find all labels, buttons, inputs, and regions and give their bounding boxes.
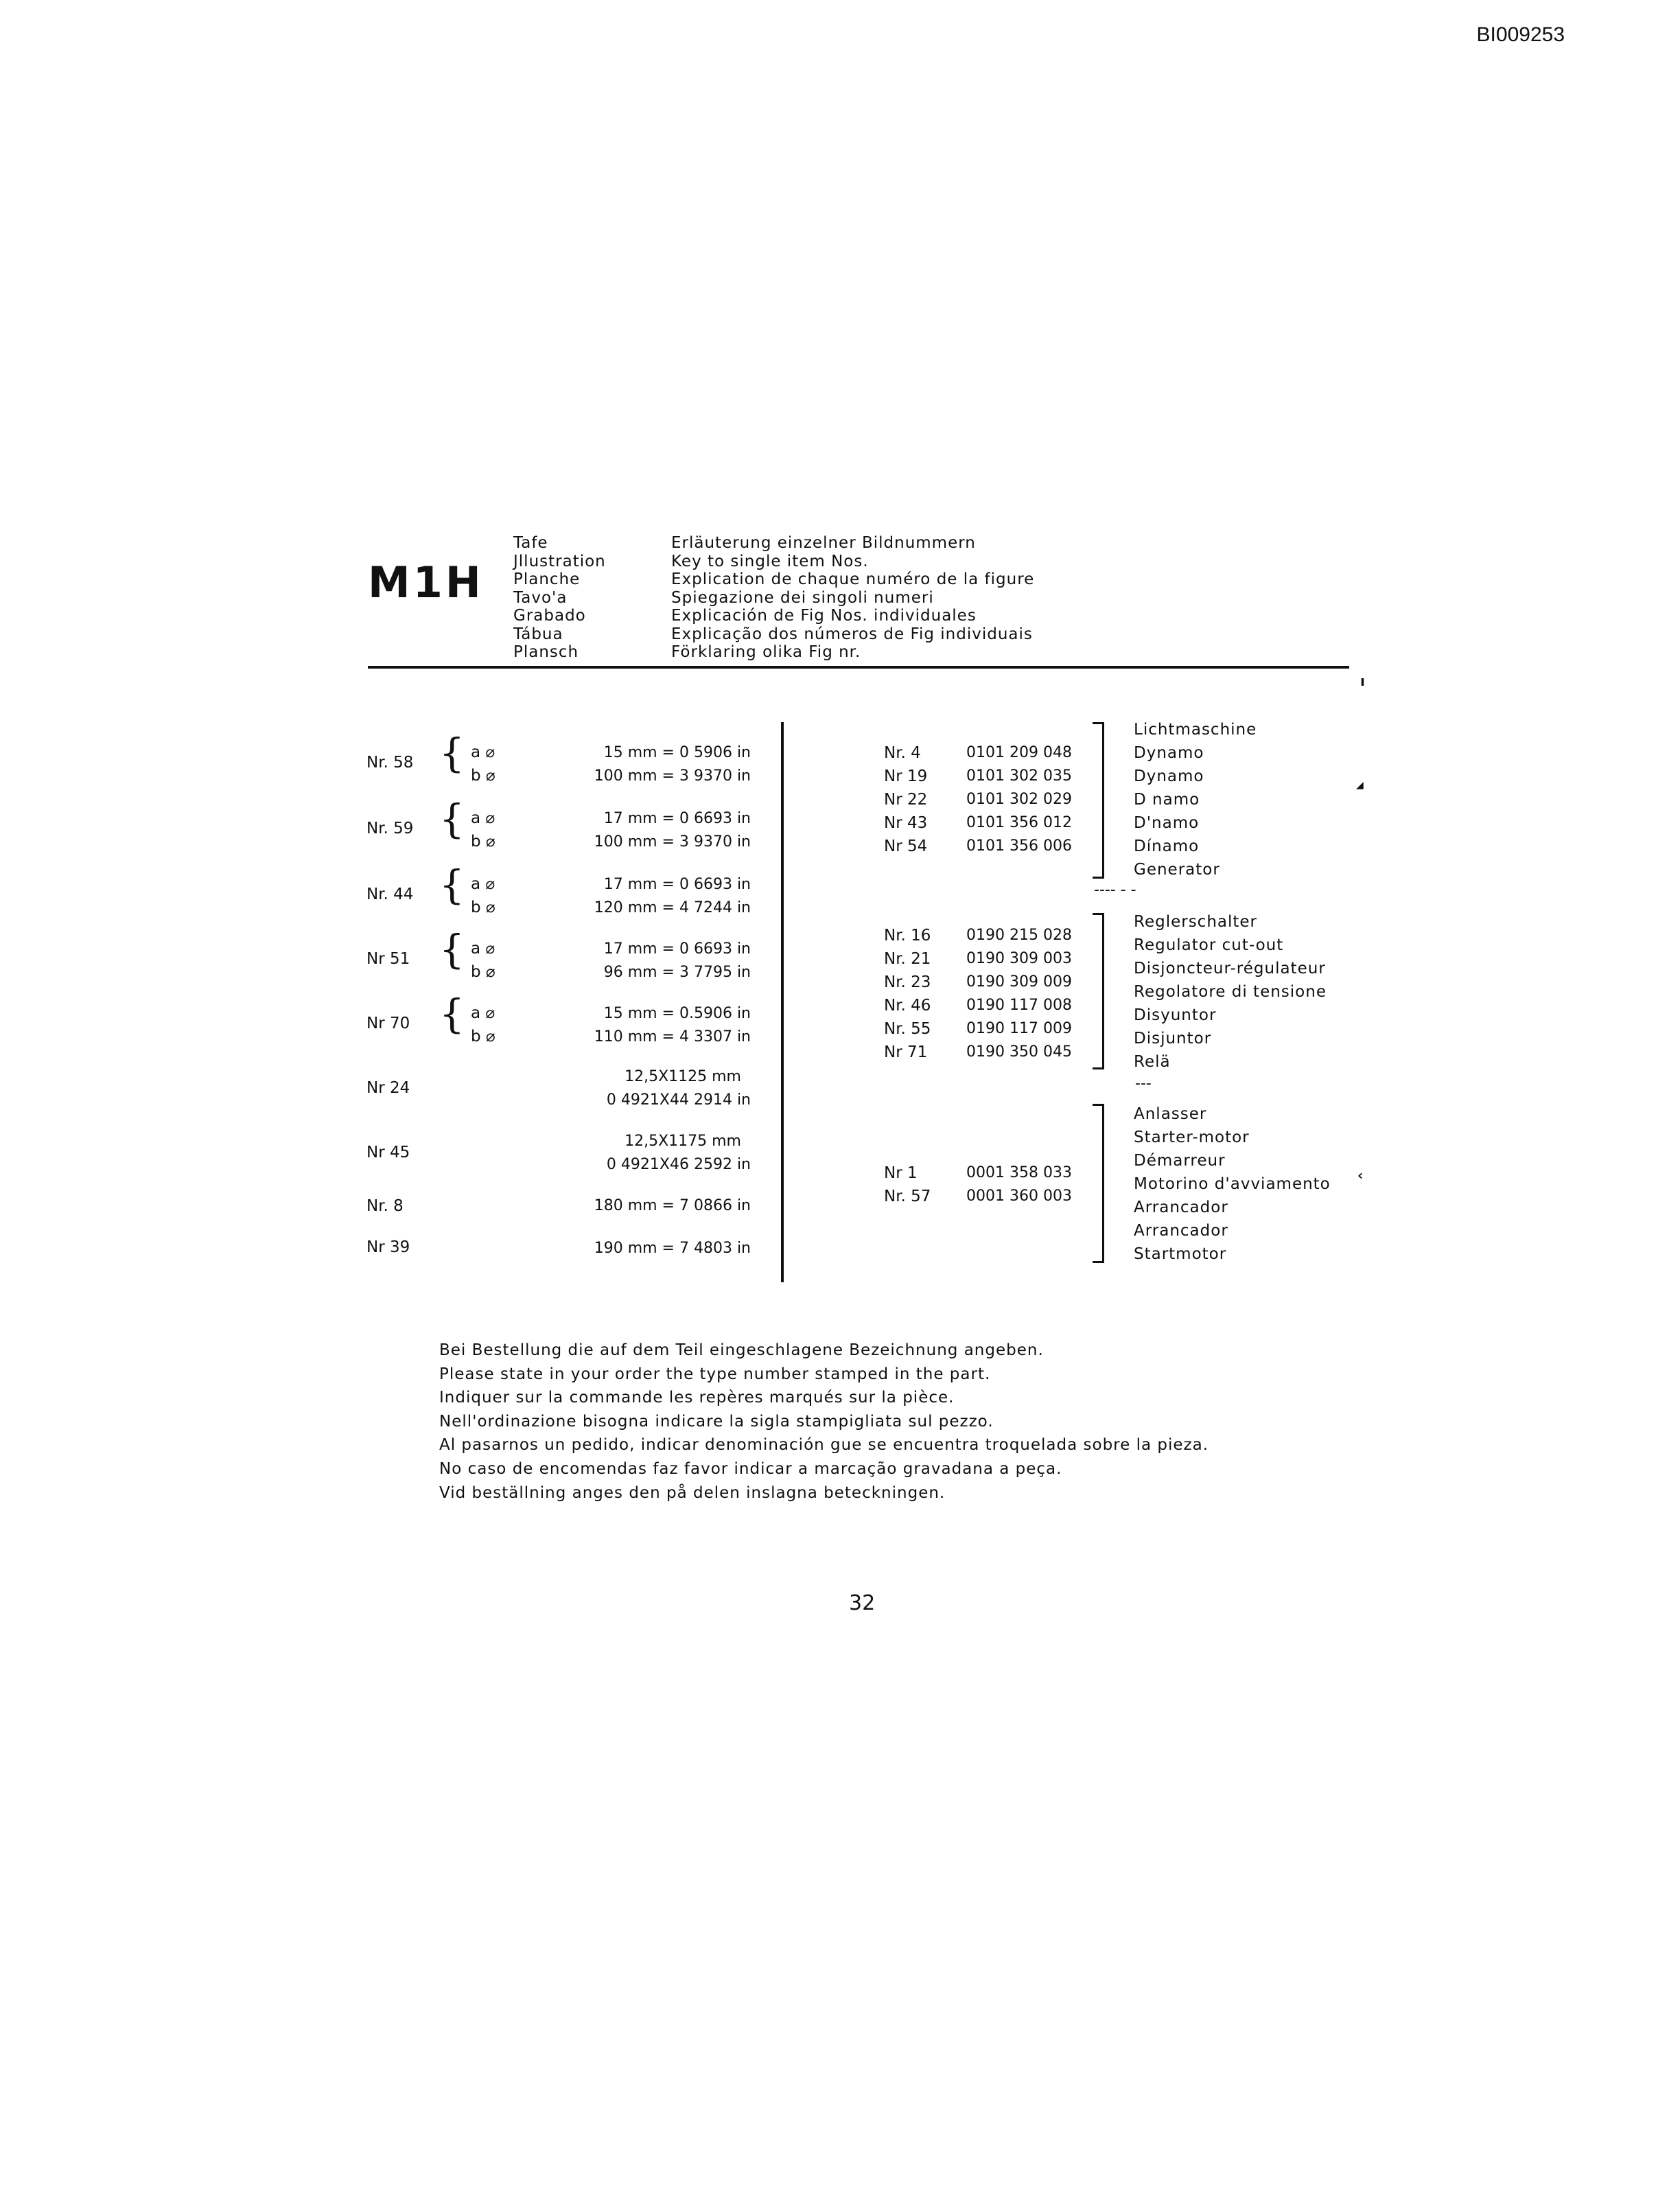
dimension-line1: 12,5X1175 mm: [625, 1133, 741, 1150]
instruction-line: Al pasarnos un pedido, indicar denominación gue se encuentra troquelada sobre la pieza.: [439, 1436, 1209, 1455]
dimension-line2: 0 4921X44 2914 in: [606, 1091, 751, 1109]
part-name: Lichtmaschine: [1134, 721, 1257, 739]
sub-b: b ⌀: [471, 899, 495, 916]
part-name: Disjuntor: [1134, 1030, 1212, 1048]
part-nr: Nr. 55: [884, 1020, 931, 1038]
part-number: 0101 209 048: [966, 744, 1072, 761]
header-label: Tafe: [513, 534, 548, 552]
part-number: 0001 358 033: [966, 1164, 1072, 1181]
part-name: Dynamo: [1134, 767, 1204, 785]
header-description: Explicación de Fig Nos. individuales: [671, 607, 977, 625]
part-number: 0190 309 003: [966, 950, 1072, 967]
part-name: Regolatore di tensione: [1134, 983, 1327, 1001]
separator: ---: [1135, 1075, 1152, 1092]
sub-b: b ⌀: [471, 833, 495, 850]
sub-b: b ⌀: [471, 767, 495, 785]
part-number: 0001 360 003: [966, 1188, 1072, 1205]
dimension-nr: Nr 39: [366, 1238, 410, 1256]
part-nr: Nr 1: [884, 1164, 918, 1182]
part-number: 0101 302 035: [966, 767, 1072, 785]
header-description: Förklaring olika Fig nr.: [671, 643, 861, 661]
instruction-line: Nell'ordinazione bisogna indicare la sigla stampigliata sul pezzo.: [439, 1412, 994, 1431]
header-label: Grabado: [513, 607, 586, 625]
measure-b-value: 120 mm = 4 7244 in: [594, 899, 751, 916]
part-number: 0190 215 028: [966, 927, 1072, 944]
measure-b-value: 96 mm = 3 7795 in: [603, 964, 751, 981]
part-nr: Nr. 23: [884, 973, 931, 991]
column-divider: [781, 722, 784, 1282]
header-description: Key to single item Nos.: [671, 552, 869, 570]
part-number: 0101 356 012: [966, 814, 1072, 831]
page-number: 32: [849, 1591, 876, 1615]
header-labels: [513, 534, 606, 662]
part-name: Relä: [1134, 1053, 1171, 1071]
dimension-line1: 190 mm = 7 4803 in: [594, 1240, 751, 1257]
part-number: 0190 350 045: [966, 1043, 1072, 1061]
measure-nr: Nr. 58: [366, 754, 414, 772]
left-brace: {: [439, 991, 465, 1037]
instruction-line: Bei Bestellung die auf dem Teil eingeschlagene Bezeichnung angeben.: [439, 1341, 1044, 1359]
measure-a-value: 17 mm = 0 6693 in: [603, 940, 751, 958]
part-name: D'namo: [1134, 814, 1200, 832]
header-label: Tábua: [513, 625, 563, 643]
sub-a: a ⌀: [471, 1004, 495, 1022]
header-rule: [368, 666, 1349, 669]
sub-b: b ⌀: [471, 1028, 495, 1045]
part-name: Generator: [1134, 861, 1220, 879]
part-number: 0190 117 008: [966, 997, 1072, 1014]
dimension-nr: Nr 24: [366, 1079, 410, 1097]
part-nr: Nr 22: [884, 791, 928, 809]
dimension-nr: Nr. 8: [366, 1197, 404, 1215]
part-nr: Nr. 46: [884, 997, 931, 1015]
dimension-line1: 180 mm = 7 0866 in: [594, 1197, 751, 1214]
measure-a-value: 17 mm = 0 6693 in: [603, 810, 751, 827]
dimension-line1: 12,5X1125 mm: [625, 1068, 741, 1085]
sub-a: a ⌀: [471, 743, 495, 761]
dimension-line2: 0 4921X46 2592 in: [606, 1156, 751, 1173]
part-number: 0190 117 009: [966, 1020, 1072, 1037]
part-number: 0101 302 029: [966, 791, 1072, 808]
left-brace: {: [439, 926, 465, 973]
measure-b-value: 110 mm = 4 3307 in: [594, 1028, 751, 1045]
left-brace: {: [439, 730, 465, 776]
header-descriptions: [671, 534, 1034, 662]
part-nr: Nr 19: [884, 767, 928, 785]
part-name: Starter-motor: [1134, 1129, 1250, 1146]
part-name: Motorino d'avviamento: [1134, 1175, 1331, 1193]
group-bracket: [1093, 913, 1104, 1069]
instruction-line: Indiquer sur la commande les repères marqués sur la pièce.: [439, 1389, 955, 1407]
measure-a-value: 15 mm = 0 5906 in: [603, 744, 751, 761]
part-nr: Nr 71: [884, 1043, 928, 1061]
part-number: 0190 309 009: [966, 973, 1072, 991]
part-name: Dínamo: [1134, 837, 1200, 855]
part-name: D namo: [1134, 791, 1200, 809]
document-id: BI009253: [1476, 23, 1565, 46]
part-nr: Nr 43: [884, 814, 928, 832]
measure-b-value: 100 mm = 3 9370 in: [594, 767, 751, 785]
instruction-line: No caso de encomendas faz favor indicar a marcação gravadana a peça.: [439, 1459, 1062, 1478]
instruction-line: Please state in your order the type number stamped in the part.: [439, 1365, 991, 1383]
part-nr: Nr. 4: [884, 744, 921, 762]
ordering-instructions: [439, 1339, 1209, 1505]
measure-nr: Nr. 59: [366, 820, 414, 837]
header-label: Jllustration: [513, 552, 606, 570]
header-description: Erläuterung einzelner Bildnummern: [671, 534, 976, 552]
part-name: Arrancador: [1134, 1199, 1228, 1216]
part-nr: Nr 54: [884, 837, 928, 855]
measure-nr: Nr 70: [366, 1015, 410, 1032]
part-name: Reglerschalter: [1134, 913, 1258, 931]
part-name: Anlasser: [1134, 1105, 1207, 1123]
part-nr: Nr. 21: [884, 950, 931, 968]
measure-b-value: 100 mm = 3 9370 in: [594, 833, 751, 850]
part-number: 0101 356 006: [966, 837, 1072, 855]
scan-speck: ‹: [1357, 1167, 1364, 1183]
part-name: Disjoncteur-régulateur: [1134, 960, 1326, 977]
group-bracket: [1093, 722, 1104, 879]
scan-speck: ı: [1360, 673, 1365, 689]
sub-a: a ⌀: [471, 809, 495, 827]
part-name: Disyuntor: [1134, 1006, 1217, 1024]
part-name: Dynamo: [1134, 744, 1204, 762]
part-nr: Nr. 16: [884, 927, 931, 945]
sub-a: a ⌀: [471, 875, 495, 893]
part-nr: Nr. 57: [884, 1188, 931, 1205]
part-name: Arrancador: [1134, 1222, 1228, 1240]
measure-a-value: 15 mm = 0.5906 in: [603, 1005, 751, 1022]
header-description: Explication de chaque numéro de la figure: [671, 570, 1035, 588]
measure-nr: Nr. 44: [366, 886, 414, 903]
separator: ---- - -: [1094, 881, 1136, 899]
header-label: Tavo'a: [513, 588, 568, 607]
measure-nr: Nr 51: [366, 950, 410, 968]
header-description: Explicação dos números de Fig individuais: [671, 625, 1033, 643]
plate-code: M1H: [368, 557, 484, 608]
group-bracket: [1093, 1104, 1104, 1263]
sub-b: b ⌀: [471, 963, 495, 981]
dimension-nr: Nr 45: [366, 1144, 410, 1161]
header-label: Plansch: [513, 643, 579, 661]
part-name: Démarreur: [1134, 1152, 1226, 1170]
left-brace: {: [439, 796, 465, 842]
measure-a-value: 17 mm = 0 6693 in: [603, 876, 751, 893]
sub-a: a ⌀: [471, 940, 495, 958]
header-description: Spiegazione dei singoli numeri: [671, 588, 934, 607]
left-brace: {: [439, 861, 465, 908]
instruction-line: Vid beställning anges den på delen inslagna beteckningen.: [439, 1483, 946, 1502]
part-name: Startmotor: [1134, 1245, 1227, 1263]
scan-speck: ◢: [1356, 780, 1364, 791]
header-label: Planche: [513, 570, 581, 588]
part-name: Regulator cut-out: [1134, 936, 1284, 954]
